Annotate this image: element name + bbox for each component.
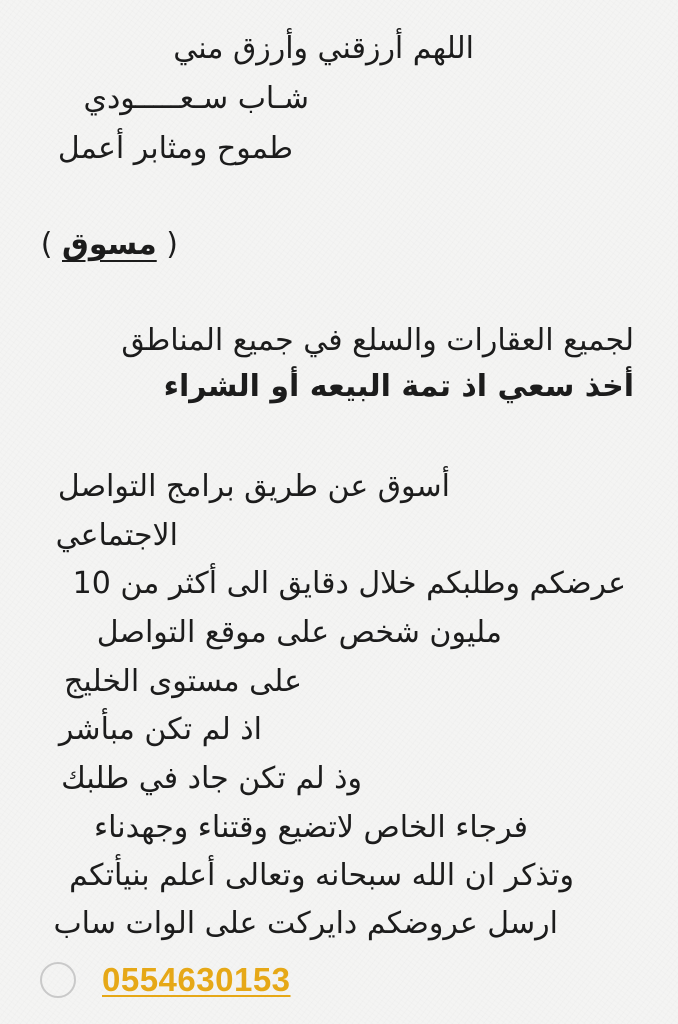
scope-line-2: أخذ سعي اذ تمة البيعه أو الشراء [163,369,634,404]
intro-line-3: طموح ومثابر أعمل [57,131,293,166]
body-line: وتذكر ان الله سبحانه وتعالى أعلم بنيأتكم [69,858,574,893]
body-line: فرجاء الخاص لاتضيع وقتناء وجهدناء [94,810,528,845]
body-line: الاجتماعي [55,518,178,553]
body-line: وذ لم تكن جاد في طلبك [61,761,362,796]
body-line: مليون شخص على موقع التواصل [96,615,502,650]
intro-line-2: شـاب سـعـــــودي [83,81,309,116]
body-line: ارسل عروضكم دايركت على الوات ساب [53,906,558,941]
contact-row [40,958,291,1002]
role-close-paren: ) [40,227,53,262]
scope-line-1: لجميع العقارات والسلع في جميع المناطق [121,323,634,358]
checklist-circle-icon[interactable] [40,962,76,998]
body-line: أسوق عن طريق برامج التواصل [57,469,450,504]
role-word: مسوق [62,227,157,262]
body-line: اذ لم تكن مبأشر [58,712,262,747]
body-line: على مستوى الخليج [64,664,302,699]
intro-line-1: اللهم أرزقني وأرزق مني [173,31,474,66]
phone-number-link[interactable]: 0554630153 [102,961,291,998]
role-open-paren: ( [166,227,178,262]
role-line [41,225,178,265]
body-line: عرضكم وطلبكم خلال دقايق الى أكثر من 10 [72,566,626,601]
